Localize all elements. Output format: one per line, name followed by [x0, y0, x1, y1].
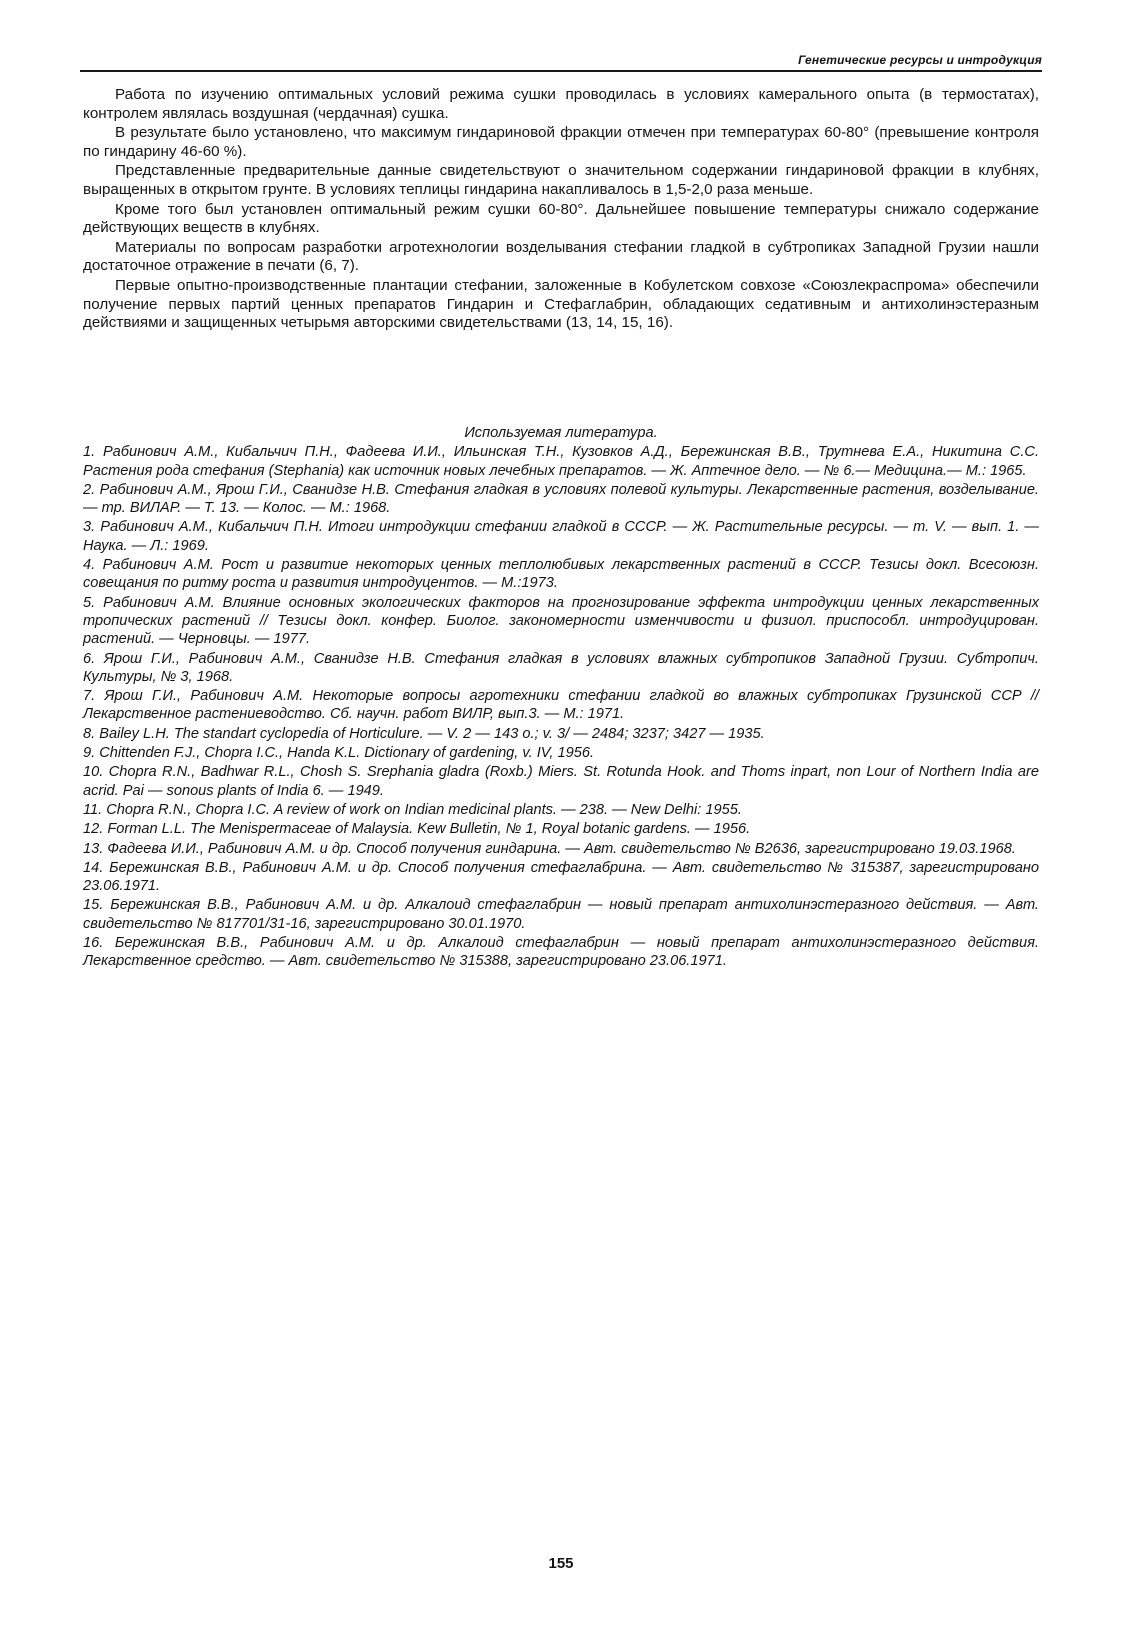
reference-item: 16. Бережинская В.В., Рабинович А.М. и др. Алкалоид стефаглабрин — новый препарат антихолинэстеразного действия. Лекарственное средство. — Авт. свидетельство № 315388, зарегистрировано 23.06.1971.	[83, 935, 1039, 970]
reference-item: 15. Бережинская В.В., Рабинович А.М. и др. Алкалоид стефаглабрин — новый препарат антихолинэстеразного действия. — Авт. свидетельство № 817701/31-16, зарегистрировано 30.01.1970.	[83, 897, 1039, 932]
page-number: 155	[548, 1555, 574, 1572]
references-heading: Используемая литература.	[464, 425, 658, 441]
reference-item: 2. Рабинович А.М., Ярош Г.И., Сванидзе Н.В. Стефания гладкая в условиях полевой культуры. Лекарственные растения, возделывание. — тр. ВИЛАР. — Т. 13. — Колос. — М.: 1968.	[83, 481, 1039, 517]
article-body	[83, 86, 1039, 334]
references-list	[83, 443, 1039, 970]
reference-item: 13. Фадеева И.И., Рабинович А.М. и др. Способ получения гиндарина. — Авт. свидетельство № В2636, зарегистрировано 19.03.1968.	[83, 840, 1016, 857]
body-paragraph: Материалы по вопросам разработки агротехнологии возделывания стефании гладкой в субтропиках Западной Грузии нашли достаточное отражение в печати (6, 7).	[83, 238, 1039, 275]
reference-item: 5. Рабинович А.М. Влияние основных экологических факторов на прогнозирование эффекта интродукции ценных лекарственных тропических растений // Тезисы докл. конфер. Биолог. закономерности изменчивости и физиол. приспособл. интродуцирован. растений. — Черновцы. — 1977.	[83, 594, 1039, 648]
reference-item: 12. Forman L.L. The Menispermaceae of Malaysia. Kew Bulletin, № 1, Royal botanic gardens. — 1956.	[83, 821, 751, 838]
reference-item: 6. Ярош Г.И., Рабинович А.М., Сванидзе Н.В. Стефания гладкая в условиях влажных субтропиков Западной Грузии. Субтропич. Культуры, № 3, 1968.	[83, 650, 1039, 685]
running-header-title: Генетические ресурсы и интродукция	[798, 53, 1042, 67]
body-paragraph: Представленные предварительные данные свидетельствуют о значительном содержании гиндариновой фракции в клубнях, выращенных в открытом грунте. В условиях теплицы гиндарина накапливалось в 1,5-2,0 раза меньше.	[83, 162, 1039, 198]
reference-item: 11. Chopra R.N., Chopra I.C. A review of work on Indian medicinal plants. — 238. — New Delhi: 1955.	[83, 801, 742, 818]
body-paragraph: В результате было установлено, что максимум гиндариновой фракции отмечен при температурах 60-80° (превышение контроля по гиндарину 46-60 %).	[83, 124, 1039, 160]
body-paragraph: Кроме того был установлен оптимальный режим сушки 60-80°. Дальнейшее повышение температуры снижало содержание действующих веществ в клубнях.	[83, 200, 1039, 237]
reference-item: 7. Ярош Г.И., Рабинович А.М. Некоторые вопросы агротехники стефании гладкой во влажных субтропиках Грузинской ССР // Лекарственное растениеводство. Сб. научн. работ ВИЛР, вып.3. — М.: 1971.	[83, 688, 1039, 723]
running-header	[80, 50, 1042, 72]
reference-item: 8. Bailey L.H. The standart cyclopedia of Horticulure. — V. 2 — 143 о.; v. 3/ — 2484; 3237; 3427 — 1935.	[83, 725, 765, 742]
reference-item: 1. Рабинович А.М., Кибальчич П.Н., Фадеева И.И., Ильинская Т.Н., Кузовков А.Д., Бережинская В.В., Трутнева Е.А., Никитина С.С. Растения рода стефания (Stephania) как источник новых лечебных препаратов. — Ж. Аптечное дело. — № 6.— Медицина.— М.: 1965.	[83, 444, 1039, 479]
reference-item: 3. Рабинович А.М., Кибальчич П.Н. Итоги интродукции стефании гладкой в СССР. — Ж. Растительные ресурсы. — т. V. — вып. 1. — Наука. — Л.: 1969.	[83, 519, 1039, 554]
reference-item: 10. Chopra R.N., Badhwar R.L., Chosh S. Srephania gladra (Roxb.) Miers. St. Rotunda Hook. and Thoms inpart, non Lour of Northern India are acrid. Pai — sonous plants of India 6. — 1949.	[83, 764, 1039, 799]
body-paragraph: Работа по изучению оптимальных условий режима сушки проводилась в условиях камерального опыта (в термостатах), контролем являлась воздушная (чердачная) сушка.	[83, 86, 1039, 122]
reference-item: 4. Рабинович А.М. Рост и развитие некоторых ценных теплолюбивых лекарственных растений в СССР. Тезисы докл. Всесоюзн. совещания по ритму роста и развития интродуцентов. — М.:1973.	[83, 557, 1039, 592]
reference-item: 14. Бережинская В.В., Рабинович А.М. и др. Способ получения стефаглабрина. — Авт. свидетельство № 315387, зарегистрировано 23.06.1971.	[83, 859, 1039, 895]
body-paragraph: Первые опытно-производственные плантации стефании, заложенные в Кобулетском совхозе «Союзлекраспрома» обеспечили получение первых партий ценных препаратов Гиндарин и Стефаглабрин, обладающих седативным и антихолинэстеразным действиями и защищенных четырьмя авторскими свидетельствами (13, 14, 15, 16).	[83, 276, 1039, 332]
reference-item: 9. Chittenden F.J., Chopra I.C., Handa K.L. Dictionary of gardening, v. IV, 1956.	[83, 745, 595, 762]
references-section	[83, 424, 1039, 972]
